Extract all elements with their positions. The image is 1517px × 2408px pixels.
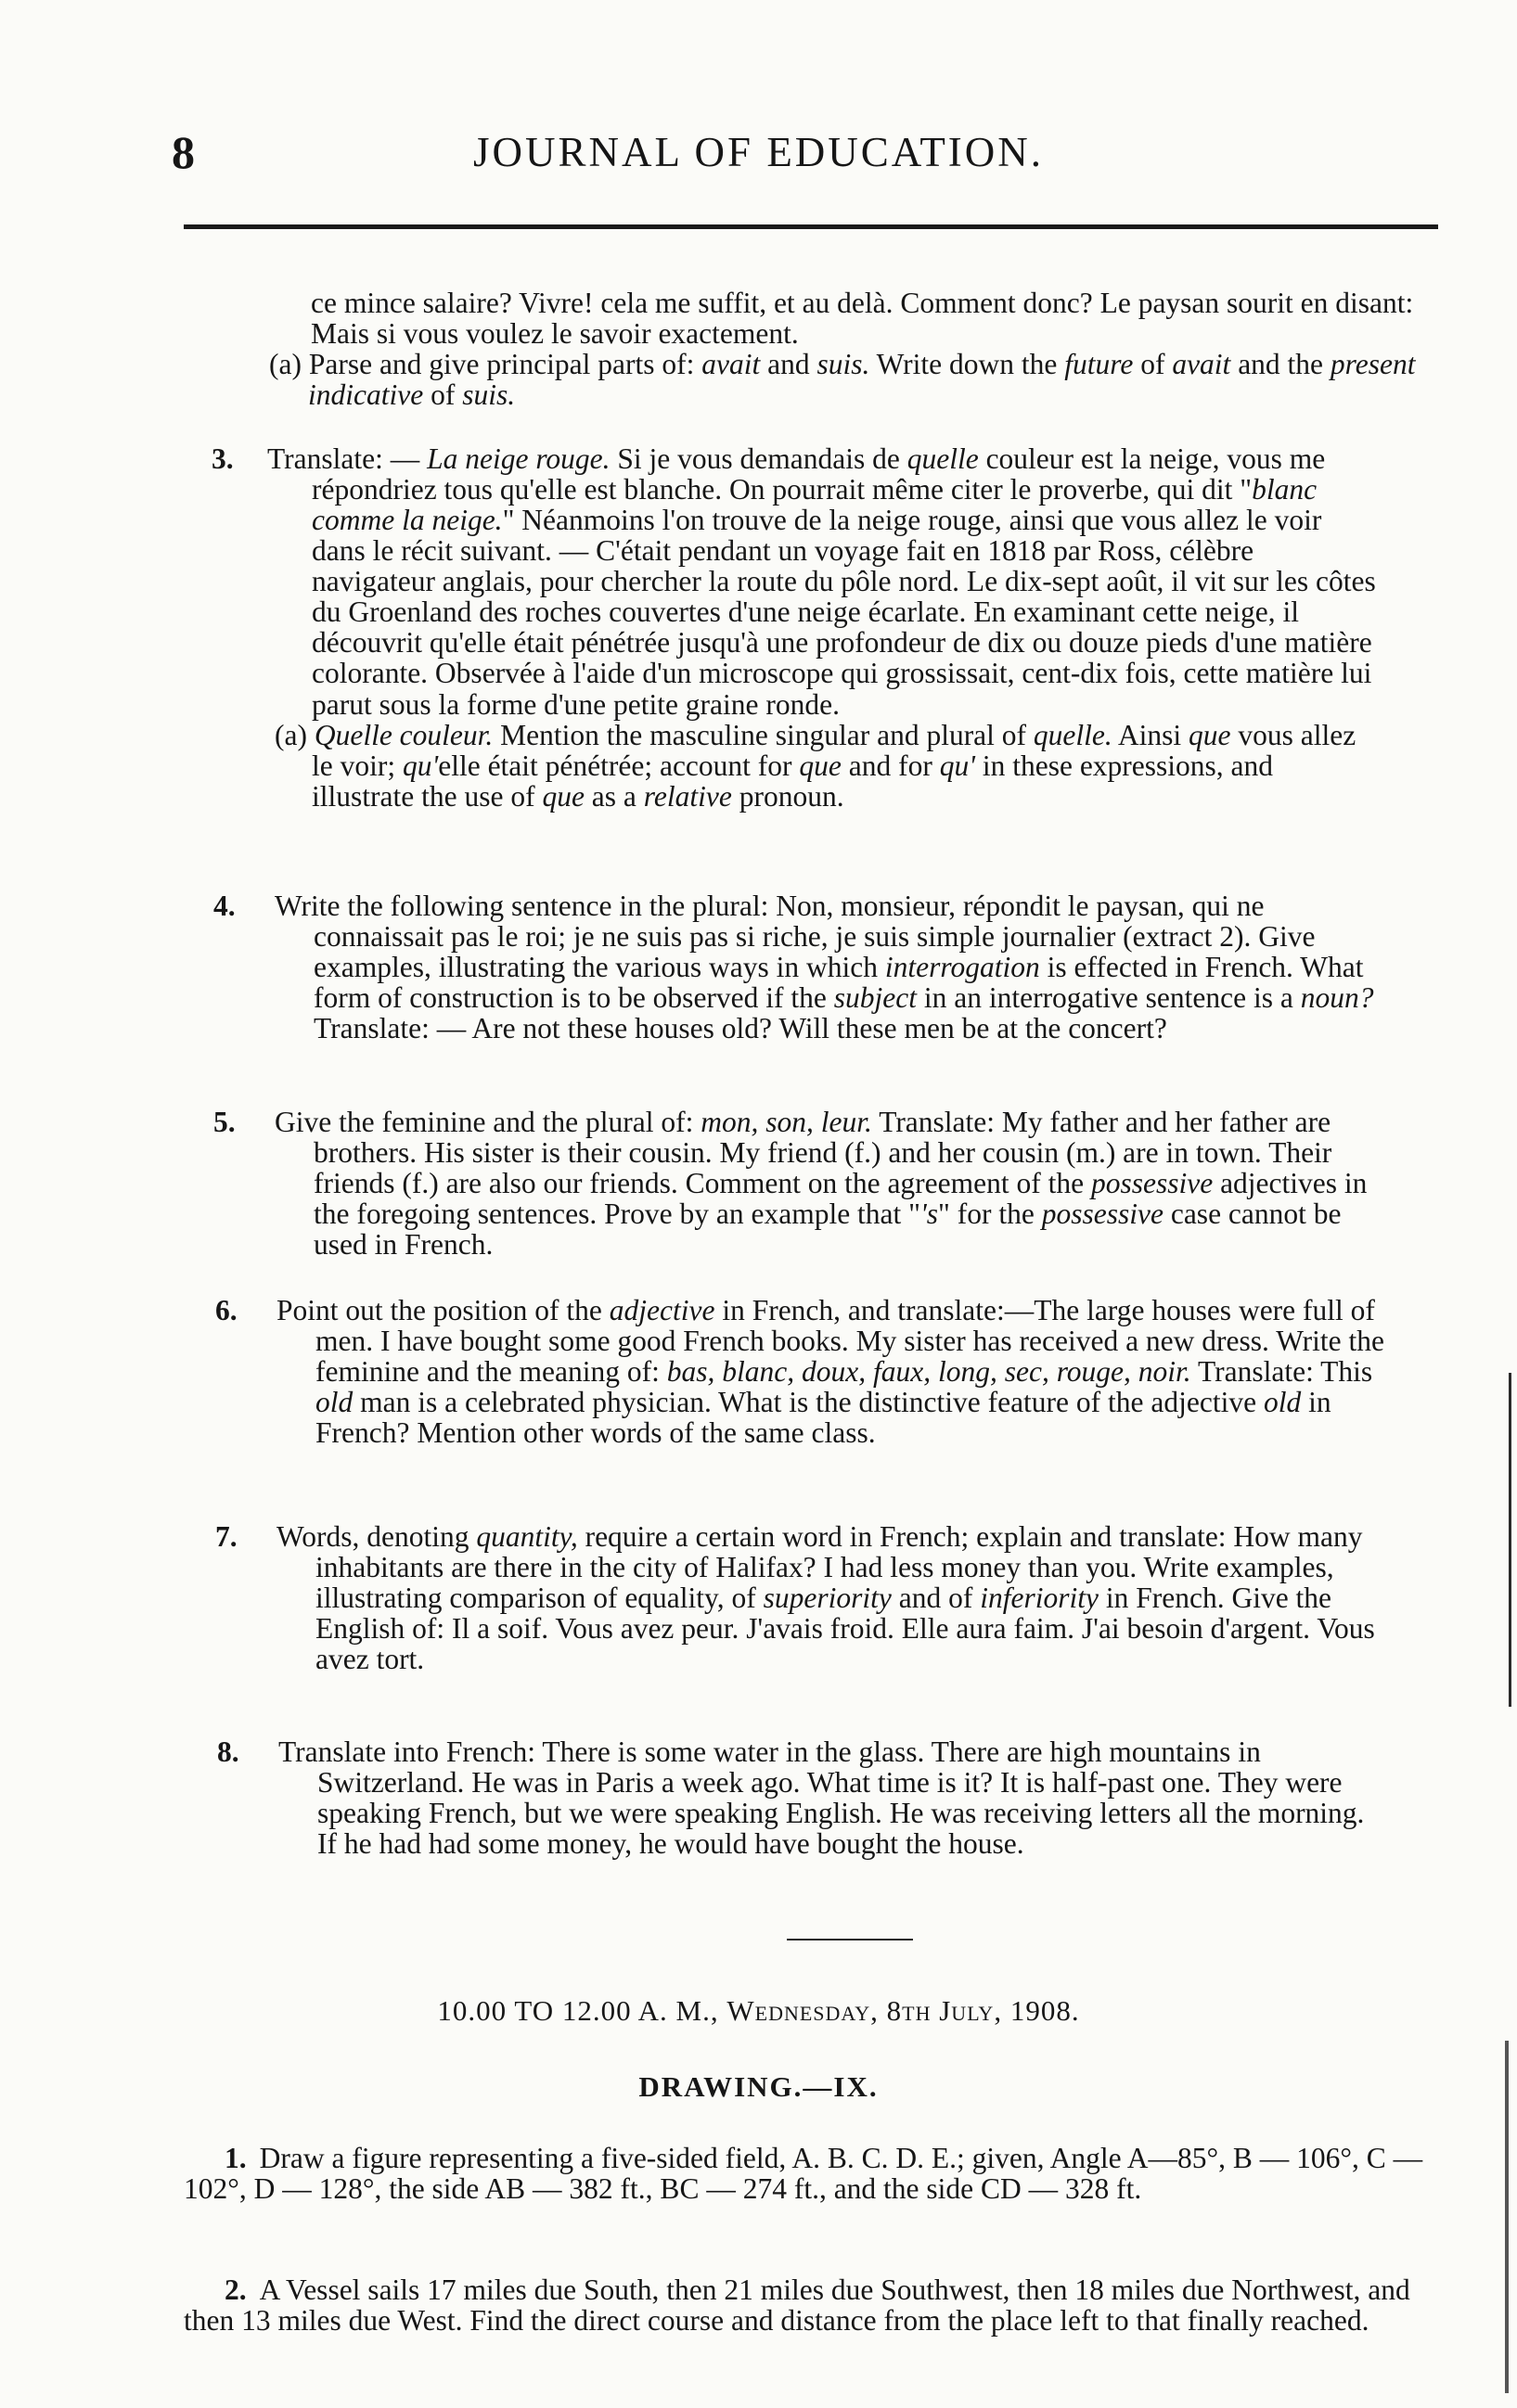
q-text: Give the feminine and the plural of: [275,1106,694,1138]
q-italic: Quelle couleur. [314,718,494,751]
running-header: JOURNAL OF EDUCATION. [472,129,1045,175]
scan-edge-mark [1509,1373,1511,1707]
q-text: Translate: — Are not these houses old? Will these men be at the concert? [314,1012,1167,1045]
q-text: man is a celebrated physician. What is the distinctive feature of the adjective [360,1386,1257,1419]
q-text: " for the [938,1198,1035,1231]
q-italic: La neige rouge. [427,442,611,475]
question-6 [215,1295,1384,1448]
sub-text: of [431,378,456,412]
q-text: Si je vous demandais de [617,442,900,475]
q-text: elle était pénétrée; account for [438,749,792,782]
q-italic: possessive [1090,1167,1214,1200]
q-italic: inferiority [980,1582,1099,1615]
section-divider [787,1939,913,1940]
sub-text: Parse and give principal parts of: [308,348,695,381]
subject-title: DRAWING.—IX. [638,2070,879,2103]
q-text: vous allez le voir; [312,718,1356,782]
question-number: 2. [225,2274,247,2306]
q-italic: noun? [1300,981,1374,1015]
question-number: 4. [213,890,236,922]
q-italic: qu' [402,749,439,782]
continuation-sub-a [269,349,1447,410]
q-text: in French? Mention other words of the same class. [315,1386,1331,1450]
question-text: A Vessel sails 17 miles due South, then 21 miles due Southwest, then 18 miles due Northwest, and then 13 miles due West. Find the direct course and distance from the place left to that finally reached. [184,2274,1410,2338]
sub-italic: future [1064,348,1134,381]
sub-italic: present indicative [308,348,1416,412]
question-text [276,1521,1384,1674]
q-italic: 's [920,1198,939,1231]
drawing-question-1 [184,2143,1446,2204]
exam-day: Wednesday, 8th July, 1908. [726,1994,1080,2027]
exam-schedule [0,1994,1517,2028]
q-text: Translate: My father and her father are brothers. His sister is their cousin. My friend (f.) and her cousin (m.) are in town. Their friends (f.) are also our friends. Comment on the agreement of the [314,1106,1332,1200]
q-text: Point out the position of the [276,1294,602,1326]
sub-italic: suis. [816,348,870,381]
q-italic: blanc comme la neige. [312,473,1318,537]
q-text: and for [848,749,932,782]
question-4 [213,890,1382,1044]
q-italic: old [1263,1386,1302,1419]
q-italic: subject [833,981,917,1015]
q-italic: qu' [939,749,975,782]
q-text: require a certain word in French; explain and translate: How many inhabitants are there in the city of Halifax? I had less money than you. Write examples, illustrating comparison of equality, of [315,1520,1363,1615]
q-italic: que [799,749,842,782]
q-text: pronoun. [739,779,844,813]
q-text: in an interrogative sentence is a [923,981,1293,1015]
q-italic: relative [643,779,732,813]
q-text: Words, denoting [276,1520,469,1553]
q-italic: possessive [1041,1198,1163,1231]
sub-italic: avait [1172,348,1231,381]
q-text: Write the following sentence in the plural: Non, monsieur, répondit le paysan, qui ne connaissait pas le roi; je ne suis pas si riche, je suis simple journalier (extract 2). Give examples, illustrating the various ways in which [275,890,1316,984]
question-number: 5. [213,1106,236,1138]
drawing-question-2 [184,2274,1446,2336]
question-number: 8. [217,1736,239,1768]
q-text: Ainsi [1117,718,1182,751]
q-italic: quelle. [1033,718,1112,751]
q-text: Translate: — [267,442,420,475]
q-text: adjectives in the foregoing sentences. Prove by an example that " [314,1167,1368,1231]
q-text: Translate: This [1197,1355,1373,1389]
q-text: in these expressions, and illustrate the use of [312,749,1274,813]
sub-italic: suis. [462,378,516,412]
q-italic: quelle [906,442,979,475]
q-text: in French. Give the English of: Il a soif. Vous avez peur. J'avais froid. Elle aura faim. J'ai besoin d'argent. Vous avez tort. [315,1582,1375,1676]
question-text [276,1295,1384,1448]
continuation-text: ce mince salaire? Vivre! cela me suffit, et au delà. Comment donc? Le paysan sourit en disant: Mais si vous voulez le savoir exactement. [311,287,1414,351]
question-text [275,1107,1382,1260]
question-number: 7. [215,1520,238,1553]
header-rule [184,224,1438,229]
q-text: is effected in French. What form of construction is to be observed if the [314,951,1364,1015]
q-italic: quantity, [476,1520,578,1553]
sub-text: and [767,348,810,381]
question-number: 6. [215,1294,238,1326]
page-number: 8 [172,126,195,178]
sub-label: (a) [269,348,302,381]
q-italic: superiority [763,1582,892,1615]
q-italic: que [542,779,585,813]
q-text: case cannot be used in French. [314,1198,1342,1262]
q-italic: que [1189,718,1231,751]
sub-text: and the [1238,348,1324,381]
question-text [267,443,1381,720]
q-text: Mention the masculine singular and plural of [500,718,1027,751]
question-sub-a [275,720,1381,812]
q-italic: interrogation [884,951,1040,984]
sub-text: of [1140,348,1165,381]
q-text: couleur est la neige, vous me répondriez tous qu'elle est blanche. On pourrait même citer le proverbe, qui dit " [312,442,1326,506]
q-italic: mon, son, leur. [701,1106,872,1138]
question-text: Draw a figure representing a five-sided field, A. B. C. D. E.; given, Angle A—85°, B — 106°, C — 102°, D — 128°, the side AB — 382 ft., BC — 274 ft., and the side CD — 328 ft. [184,2142,1423,2206]
q-italic: old [315,1386,354,1419]
question-number: 1. [225,2142,247,2174]
question-number: 3. [212,442,234,475]
sub-label: (a) [275,718,307,751]
q-italic: adjective [609,1294,715,1326]
question-3 [212,443,1381,812]
continuation-passage [269,288,1447,410]
question-5 [213,1107,1382,1260]
sub-italic: avait [701,348,761,381]
exam-time: 10.00 TO 12.00 A. M., [437,1994,727,2027]
scan-edge-mark [1505,2041,1509,2393]
question-text [275,890,1382,1044]
q-italic: bas, blanc, doux, faux, long, sec, rouge, noir. [666,1355,1191,1389]
sub-text: Write down the [876,348,1058,381]
q-text: in French, and translate:—The large houses were full of men. I have bought some good French books. My sister has received a new dress. Write the feminine and the meaning of: [315,1294,1384,1389]
q-text: " Néanmoins l'on trouve de la neige rouge, ainsi que vous allez le voir dans le récit suivant. — C'était pendant un voyage fait en 1818 par Ross, célèbre navigateur anglais, pour chercher la route du pôle nord. Le dix-sept août, il vit sur les côtes du Groenland des roches couvertes d'une neige écarlate. En examinant cette neige, il découvrit qu'elle était pénétrée jusqu'à une profondeur de dix ou douze pieds d'une matière colorante. Observée à l'aide d'un microscope qui grossissait, cent-dix fois, cette matière lui parut sous la forme d'une petite graine ronde. [312,504,1376,721]
q-text: as a [591,779,636,813]
question-8 [217,1736,1386,1859]
question-text: Translate into French: There is some water in the glass. There are high mountains in Switzerland. He was in Paris a week ago. What time is it? It is half-past one. They were speaking French, but we were speaking English. He was receiving letters all the morning. If he had had some money, he would have bought the house. [278,1736,1365,1861]
q-text: and of [898,1582,973,1615]
question-7 [215,1521,1384,1674]
